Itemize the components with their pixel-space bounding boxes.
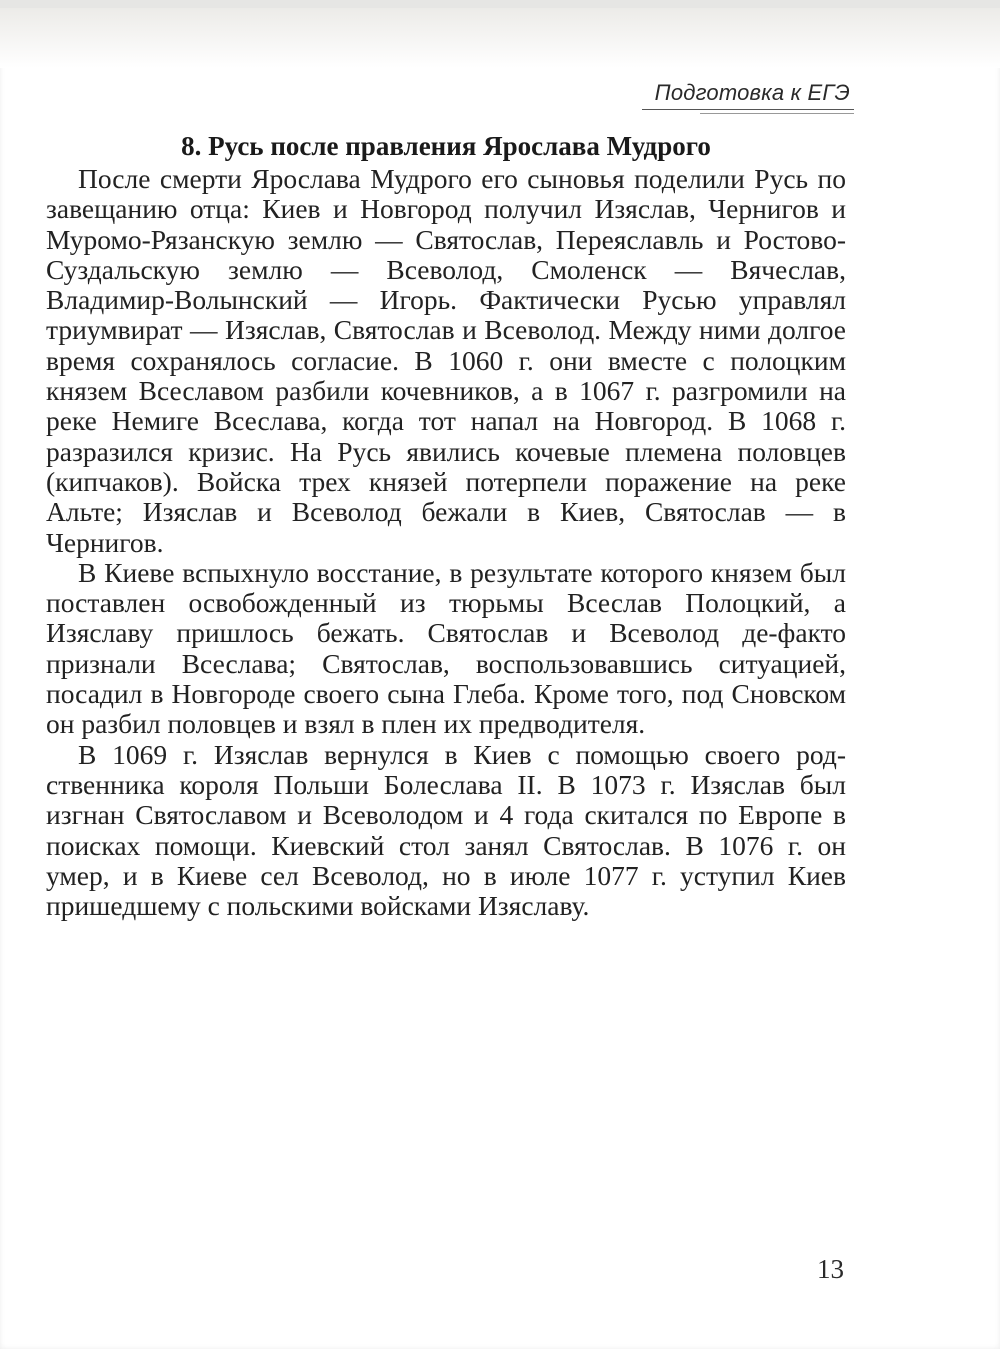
section-body: [46, 164, 846, 921]
page-number: 13: [817, 1254, 844, 1284]
paragraph: В Киеве вспыхнуло восстание, в результате которого князем был поставлен освобожденный из тюрьмы Всеслав Полоцкий, а Изяславу пришлось бежать. Святослав и Всеволод де-факто признали Всеслава; Святослав, воспользовавшись ситуацией, посадил в Новгороде своего сына Глеба. Кроме того, под Сновском он разбил половцев и взял в плен их предводителя.: [46, 556, 846, 740]
header-rule: [642, 109, 854, 110]
section-title: 8. Русь после правления Ярослава Мудрого: [181, 131, 711, 161]
header-rule-secondary: [700, 113, 854, 114]
paragraph: После смерти Ярослава Мудрого его сыновья поделили Русь по завещанию отца: Киев и Новгород получил Изяслав, Чернигов и Муромо-Рязанскую землю — Святослав, Переяславль и Ростово-Суздальскую землю — Всеволод, Смоленск — Вячеслав, Владимир-Волынский — Игорь. Фактически Русью управлял триумвират — Изяслав, Святослав и Всеволод. Между ними долгое время сохранялось согласие. В 1060 г. они вместе с полоцким князем Всеславом разбили кочевников, а в 1067 г. разгромили на реке Немиге Всеслава, когда тот напал на Новгород. В 1068 г. разразился кризис. На Русь явились кочевые племена половцев (кипчаков). Войска трех князей потерпели поражение на реке Альте; Изяслав и Всеволод бежали в Киев, Святослав — в Чернигов.: [46, 163, 846, 558]
page-top-edge: [0, 8, 1000, 68]
paragraph: В 1069 г. Изяслав вернулся в Киев с помощью своего родственника короля Польши Болеслава II. В 1073 г. Изяслав был изгнан Святославом и Всеволодом и 4 года скитался по Европе в поисках помощи. Киевский стол занял Святослав. В 1076 г. он умер, и в Киеве сел Всеволод, но в июле 1077 г. уступил Киев пришедшему с польскими войсками Изяславу.: [46, 738, 846, 922]
running-header: Подготовка к ЕГЭ: [654, 80, 850, 105]
book-page: [0, 8, 1000, 1349]
